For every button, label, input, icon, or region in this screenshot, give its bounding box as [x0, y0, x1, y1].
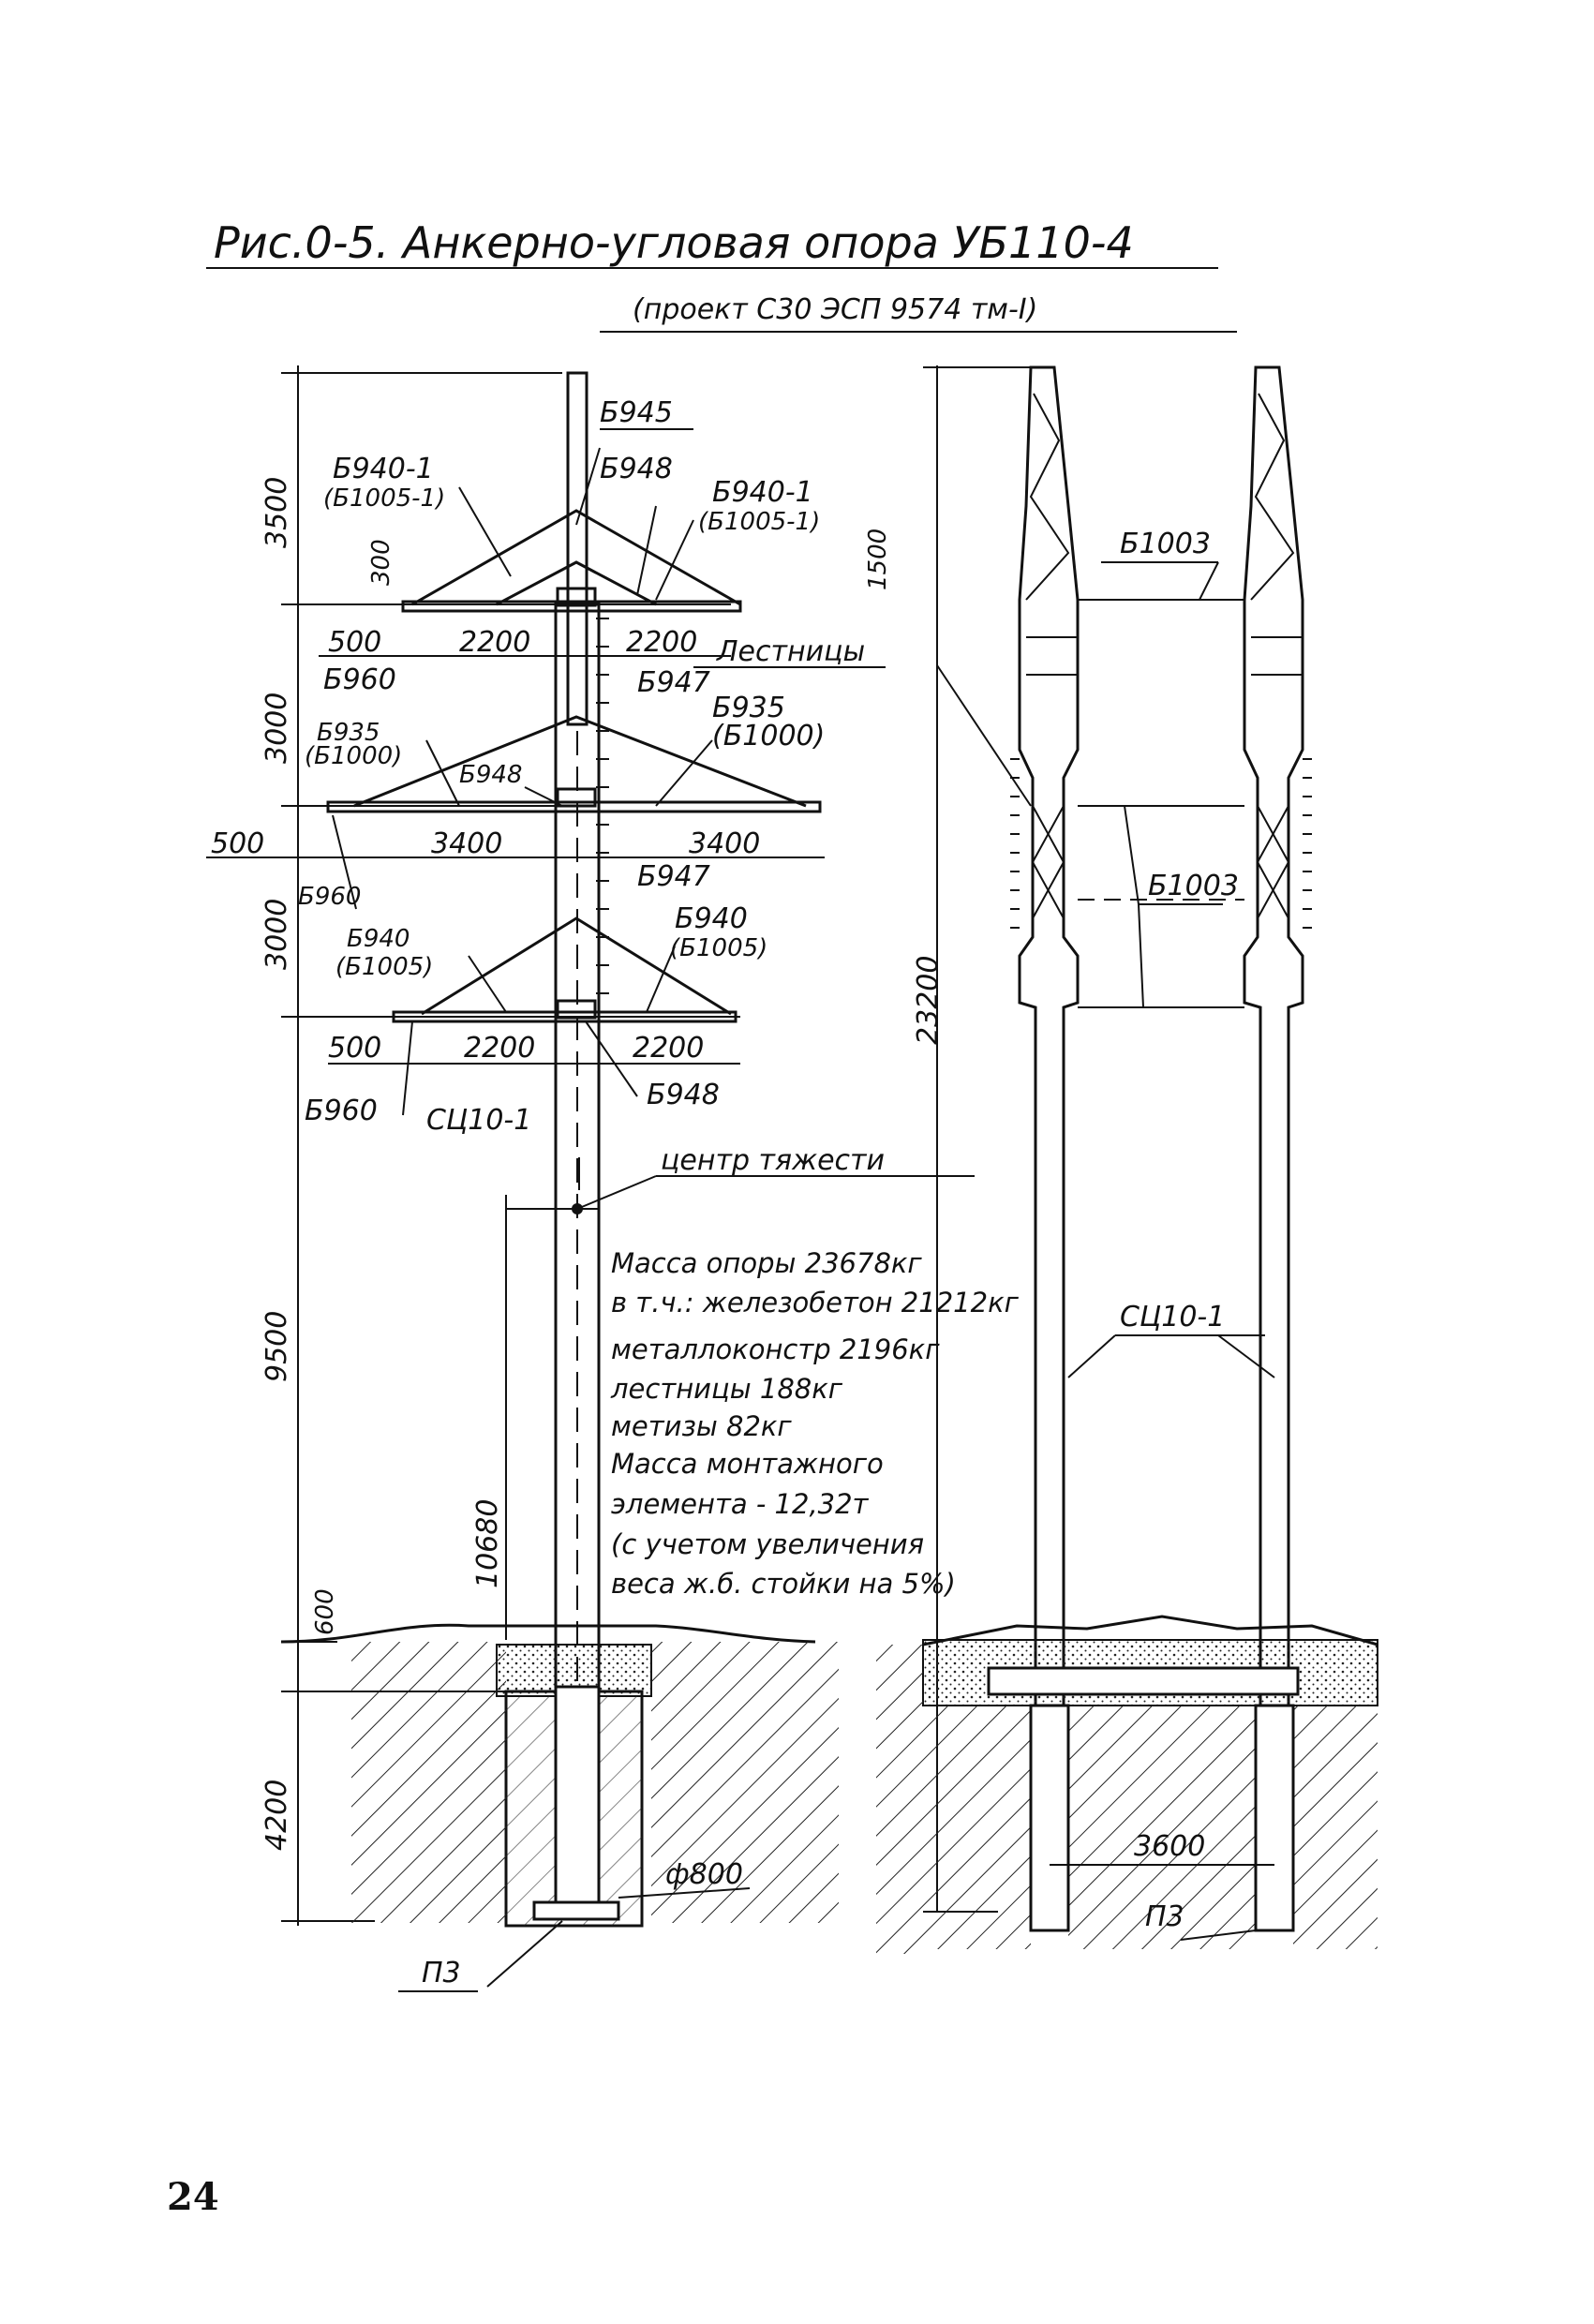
dim-3400-right: 3400: [689, 827, 761, 860]
label-ladders: Лестницы: [717, 635, 866, 668]
label-b948-mid: Б948: [459, 761, 523, 789]
dim-500-top: 500: [328, 626, 382, 659]
label-b1003-mid: Б1003: [1148, 870, 1239, 902]
label-b948-bottom: Б948: [647, 1079, 720, 1111]
label-b947-mid: Б947: [637, 860, 710, 893]
label-diameter: ф800: [665, 1858, 743, 1891]
label-b1005-1-left: (Б1005-1): [323, 484, 446, 513]
label-b940-1-right: Б940-1: [712, 476, 813, 509]
dim-3000-top: 3000: [261, 692, 293, 764]
label-b940-right: Б940: [675, 902, 748, 935]
mass-line-2: в т.ч.: железобетон 21212кг: [611, 1287, 1019, 1318]
right-elevation: [876, 365, 1378, 1954]
mass-line-1: Масса опоры 23678кг: [611, 1247, 922, 1279]
dim-23200: 23200: [912, 955, 945, 1045]
title-block: [206, 217, 1237, 332]
label-b940-1-left: Б940-1: [333, 453, 434, 485]
dim-3500: 3500: [261, 476, 293, 548]
dim-1500: 1500: [864, 528, 892, 590]
dim-3600: 3600: [1134, 1830, 1206, 1863]
dim-4200: 4200: [261, 1779, 293, 1851]
label-b947-top: Б947: [637, 666, 710, 699]
mass-line-6: Масса монтажного: [611, 1448, 884, 1480]
label-b935-left: Б935: [317, 719, 380, 747]
label-b960-bottom: Б960: [305, 1095, 378, 1127]
label-b948-top: Б948: [600, 453, 673, 485]
label-p3-right: П3: [1145, 1900, 1184, 1933]
dim-2200-top-right: 2200: [626, 626, 698, 659]
label-b1003-top: Б1003: [1120, 528, 1211, 560]
label-column-left: СЦ10-1: [426, 1104, 532, 1137]
title-line-1: Рис.0-5. Анкерно-угловая опора УБ110-4: [214, 217, 1134, 268]
mass-note: [610, 1247, 1020, 1600]
mass-line-7: элемента - 12,32т: [611, 1488, 869, 1520]
mass-line-4: лестницы 188кг: [611, 1373, 842, 1405]
dim-2200-top-left: 2200: [459, 626, 531, 659]
label-b935-right: Б935: [712, 692, 785, 724]
label-b1000-left: (Б1000): [305, 742, 403, 770]
dim-3400-left: 3400: [431, 827, 503, 860]
dim-500-mid: 500: [211, 827, 265, 860]
title-line-2: (проект С30 ЭСП 9574 тм-I): [633, 293, 1038, 326]
dim-2200-bottom-left: 2200: [464, 1032, 536, 1065]
dim-3000-bottom: 3000: [261, 898, 293, 970]
label-column-right: СЦ10-1: [1120, 1301, 1226, 1333]
mass-line-9: веса ж.б. стойки на 5%): [611, 1568, 956, 1600]
label-b940-left: Б940: [347, 925, 410, 953]
label-b960-top: Б960: [323, 663, 396, 696]
page-number: 24: [167, 2175, 219, 2219]
mass-line-3: металлоконстр 2196кг: [611, 1333, 940, 1365]
dim-10680: 10680: [471, 1498, 504, 1588]
label-b945: Б945: [600, 396, 673, 429]
dim-2200-bottom-right: 2200: [633, 1032, 705, 1065]
label-b1005-1-right: (Б1005-1): [698, 508, 821, 536]
mass-line-5: метизы 82кг: [611, 1410, 792, 1442]
dim-9500: 9500: [261, 1310, 293, 1382]
label-center-of-gravity: центр тяжести: [661, 1144, 886, 1177]
label-p3-left: П3: [422, 1957, 461, 1989]
label-b1005-left: (Б1005): [335, 953, 434, 981]
label-b960-mid: Б960: [298, 883, 362, 911]
dim-500-bottom: 500: [328, 1032, 382, 1065]
dim-300: 300: [367, 539, 395, 586]
label-b1005-right: (Б1005): [670, 934, 768, 962]
mass-line-8: (с учетом увеличения: [611, 1528, 925, 1560]
dim-600: 600: [311, 1588, 339, 1635]
label-b1000-right: (Б1000): [712, 720, 826, 752]
